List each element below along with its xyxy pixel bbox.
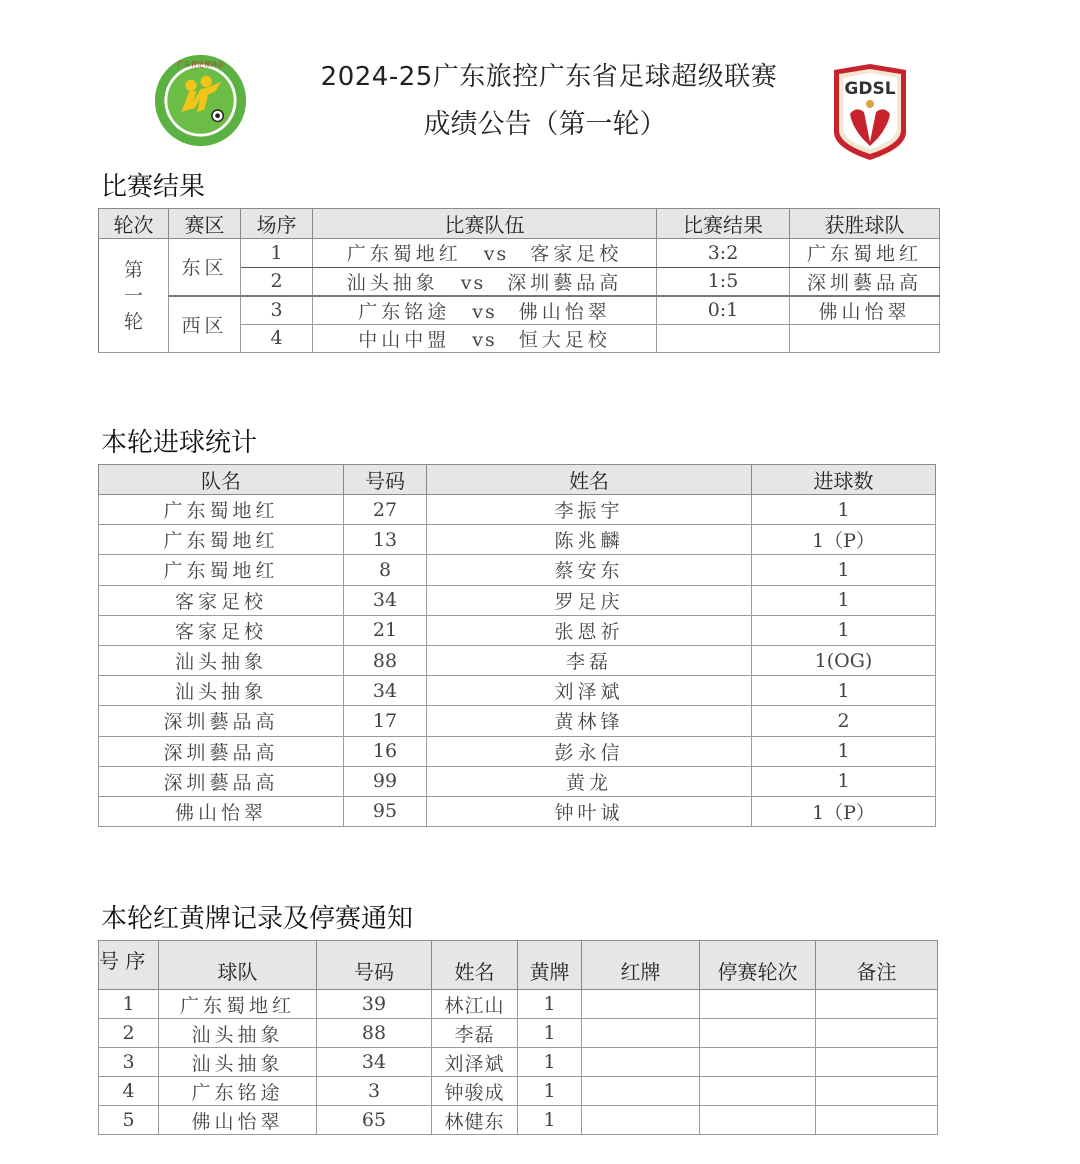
table-row — [99, 645, 936, 675]
number-cell: 39 — [317, 990, 432, 1019]
name-cell: 林江山 — [432, 990, 518, 1019]
yellow-cell: 1 — [518, 1077, 582, 1106]
cards-heading: 本轮红黄牌记录及停赛通知 — [101, 904, 414, 934]
col-seq: 号 序 — [99, 941, 159, 990]
team-cell: 广东蜀地红 — [99, 495, 344, 525]
home-team: 广东铭途 — [358, 300, 451, 323]
name-cell: 刘泽斌 — [432, 1048, 518, 1077]
col-yellow: 黄牌 — [518, 941, 582, 990]
yellow-cell: 1 — [518, 1019, 582, 1048]
col-teams: 比赛队伍 — [313, 209, 657, 239]
score-cell: 1:5 — [657, 267, 790, 296]
table-row — [99, 1048, 938, 1077]
col-team: 球队 — [159, 941, 317, 990]
col-team: 队名 — [99, 465, 344, 495]
team-cell: 广东铭途 — [159, 1077, 317, 1106]
goals-cell: 1（P） — [752, 796, 936, 826]
col-score: 比赛结果 — [657, 209, 790, 239]
away-team: 恒大足校 — [518, 328, 611, 351]
goals-cell: 1 — [752, 615, 936, 645]
vs-label: vs — [460, 271, 486, 294]
away-team: 深圳藝品高 — [507, 271, 623, 294]
scorers-heading: 本轮进球统计 — [101, 428, 258, 458]
svg-text:GDSL: GDSL — [844, 79, 896, 99]
away-team: 客家足校 — [530, 243, 623, 266]
results-table — [98, 208, 940, 353]
red-cell — [582, 1048, 700, 1077]
suspension-cell — [700, 1048, 816, 1077]
number-cell: 21 — [344, 615, 427, 645]
col-name: 姓名 — [432, 941, 518, 990]
teams-cell — [313, 239, 657, 268]
page-title: 2024-25广东旅控广东省足球超级联赛 — [320, 62, 778, 92]
page-header — [0, 0, 1080, 170]
table-row — [99, 525, 936, 555]
results-header-row — [99, 209, 940, 239]
note-cell — [816, 1019, 938, 1048]
team-cell: 汕头抽象 — [159, 1019, 317, 1048]
name-cell: 李振宇 — [427, 495, 752, 525]
seq-cell: 3 — [241, 296, 313, 325]
col-number: 号码 — [317, 941, 432, 990]
team-cell: 深圳藝品高 — [99, 706, 344, 736]
vs-label: vs — [472, 328, 497, 351]
goals-cell: 1 — [752, 495, 936, 525]
table-row — [99, 796, 936, 826]
teams-cell — [313, 324, 657, 353]
col-number: 号码 — [344, 465, 427, 495]
seq-cell: 1 — [99, 990, 159, 1019]
seq-cell: 4 — [241, 324, 313, 353]
seq-cell: 5 — [99, 1106, 159, 1135]
team-cell: 客家足校 — [99, 585, 344, 615]
col-suspension: 停赛轮次 — [700, 941, 816, 990]
red-cell — [582, 990, 700, 1019]
note-cell — [816, 1106, 938, 1135]
winner-cell: 广东蜀地红 — [790, 239, 940, 268]
col-zone: 赛区 — [169, 209, 241, 239]
name-cell: 彭永信 — [427, 736, 752, 766]
number-cell: 16 — [344, 736, 427, 766]
page-subtitle: 成绩公告（第一轮） — [423, 109, 667, 140]
name-cell: 钟叶诚 — [427, 796, 752, 826]
table-row — [99, 1019, 938, 1048]
table-row — [99, 1106, 938, 1135]
team-cell: 佛山怡翠 — [99, 796, 344, 826]
zone-cell: 东区 — [169, 239, 241, 296]
team-cell: 广东蜀地红 — [159, 990, 317, 1019]
number-cell: 13 — [344, 525, 427, 555]
round-char: 一 — [123, 284, 143, 307]
seq-cell: 1 — [241, 239, 313, 268]
scorers-table — [98, 464, 936, 827]
away-team: 佛山怡翠 — [518, 300, 611, 323]
name-cell: 黄林锋 — [427, 706, 752, 736]
score-cell — [657, 324, 790, 353]
col-name: 姓名 — [427, 465, 752, 495]
goals-cell: 1（P） — [752, 525, 936, 555]
teams-cell — [313, 267, 657, 296]
table-row — [99, 676, 936, 706]
goals-cell: 1 — [752, 555, 936, 585]
table-row — [99, 585, 936, 615]
note-cell — [816, 1048, 938, 1077]
goals-cell: 1 — [752, 585, 936, 615]
number-cell: 88 — [317, 1019, 432, 1048]
name-cell: 李磊 — [427, 645, 752, 675]
cards-header-row — [99, 941, 938, 990]
home-team: 汕头抽象 — [346, 271, 439, 294]
winner-cell — [790, 324, 940, 353]
winner-cell: 佛山怡翠 — [790, 296, 940, 325]
table-row — [99, 296, 940, 325]
home-team: 广东蜀地红 — [346, 243, 462, 266]
name-cell: 黄龙 — [427, 766, 752, 796]
seq-cell: 3 — [99, 1048, 159, 1077]
number-cell: 65 — [317, 1106, 432, 1135]
score-cell: 0:1 — [657, 296, 790, 325]
table-row — [99, 555, 936, 585]
name-cell: 张恩祈 — [427, 615, 752, 645]
table-row — [99, 1077, 938, 1106]
number-cell: 88 — [344, 645, 427, 675]
name-cell: 林健东 — [432, 1106, 518, 1135]
number-cell: 34 — [344, 676, 427, 706]
table-row — [99, 239, 940, 268]
table-row — [99, 766, 936, 796]
table-row — [99, 736, 936, 766]
suspension-cell — [700, 1019, 816, 1048]
yellow-cell: 1 — [518, 990, 582, 1019]
name-cell: 罗足庆 — [427, 585, 752, 615]
number-cell: 34 — [344, 585, 427, 615]
scorers-header-row — [99, 465, 936, 495]
team-cell: 汕头抽象 — [159, 1048, 317, 1077]
number-cell: 27 — [344, 495, 427, 525]
round-char: 第 — [123, 258, 143, 281]
number-cell: 34 — [317, 1048, 432, 1077]
col-winner: 获胜球队 — [790, 209, 940, 239]
table-row — [99, 990, 938, 1019]
col-goals: 进球数 — [752, 465, 936, 495]
name-cell: 刘泽斌 — [427, 676, 752, 706]
suspension-cell — [700, 1106, 816, 1135]
yellow-cell: 1 — [518, 1048, 582, 1077]
name-cell: 蔡安东 — [427, 555, 752, 585]
number-cell: 17 — [344, 706, 427, 736]
goals-cell: 1 — [752, 736, 936, 766]
winner-cell: 深圳藝品高 — [790, 267, 940, 296]
seq-cell: 2 — [241, 267, 313, 296]
seq-cell: 2 — [99, 1019, 159, 1048]
name-cell: 陈兆麟 — [427, 525, 752, 555]
vs-label: vs — [483, 243, 509, 266]
score-cell: 3:2 — [657, 239, 790, 268]
yellow-cell: 1 — [518, 1106, 582, 1135]
suspension-cell — [700, 990, 816, 1019]
note-cell — [816, 990, 938, 1019]
name-cell: 钟骏成 — [432, 1077, 518, 1106]
gdsl-logo-icon — [830, 62, 910, 162]
team-cell: 佛山怡翠 — [159, 1106, 317, 1135]
suspension-cell — [700, 1077, 816, 1106]
goals-cell: 1 — [752, 766, 936, 796]
note-cell — [816, 1077, 938, 1106]
number-cell: 3 — [317, 1077, 432, 1106]
teams-cell — [313, 296, 657, 325]
col-seq: 场序 — [241, 209, 313, 239]
team-cell: 汕头抽象 — [99, 645, 344, 675]
red-cell — [582, 1077, 700, 1106]
svg-text:广东省足球协会: 广东省足球协会 — [177, 60, 224, 69]
number-cell: 8 — [344, 555, 427, 585]
round-cell — [99, 239, 169, 353]
table-row — [99, 706, 936, 736]
team-cell: 广东蜀地红 — [99, 555, 344, 585]
vs-label: vs — [472, 300, 497, 323]
col-note: 备注 — [816, 941, 938, 990]
red-cell — [582, 1019, 700, 1048]
zone-cell: 西区 — [169, 296, 241, 353]
name-cell: 李磊 — [432, 1019, 518, 1048]
number-cell: 99 — [344, 766, 427, 796]
goals-cell: 1(OG) — [752, 645, 936, 675]
col-round: 轮次 — [99, 209, 169, 239]
cards-table — [98, 940, 938, 1135]
table-row — [99, 495, 936, 525]
goals-cell: 2 — [752, 706, 936, 736]
table-row — [99, 615, 936, 645]
goals-cell: 1 — [752, 676, 936, 706]
home-team: 中山中盟 — [358, 328, 451, 351]
team-cell: 深圳藝品高 — [99, 736, 344, 766]
col-red: 红牌 — [582, 941, 700, 990]
seq-cell: 4 — [99, 1077, 159, 1106]
red-cell — [582, 1106, 700, 1135]
results-heading: 比赛结果 — [101, 172, 206, 202]
team-cell: 客家足校 — [99, 615, 344, 645]
team-cell: 深圳藝品高 — [99, 766, 344, 796]
team-cell: 汕头抽象 — [99, 676, 344, 706]
round-char: 轮 — [123, 310, 143, 333]
number-cell: 95 — [344, 796, 427, 826]
team-cell: 广东蜀地红 — [99, 525, 344, 555]
